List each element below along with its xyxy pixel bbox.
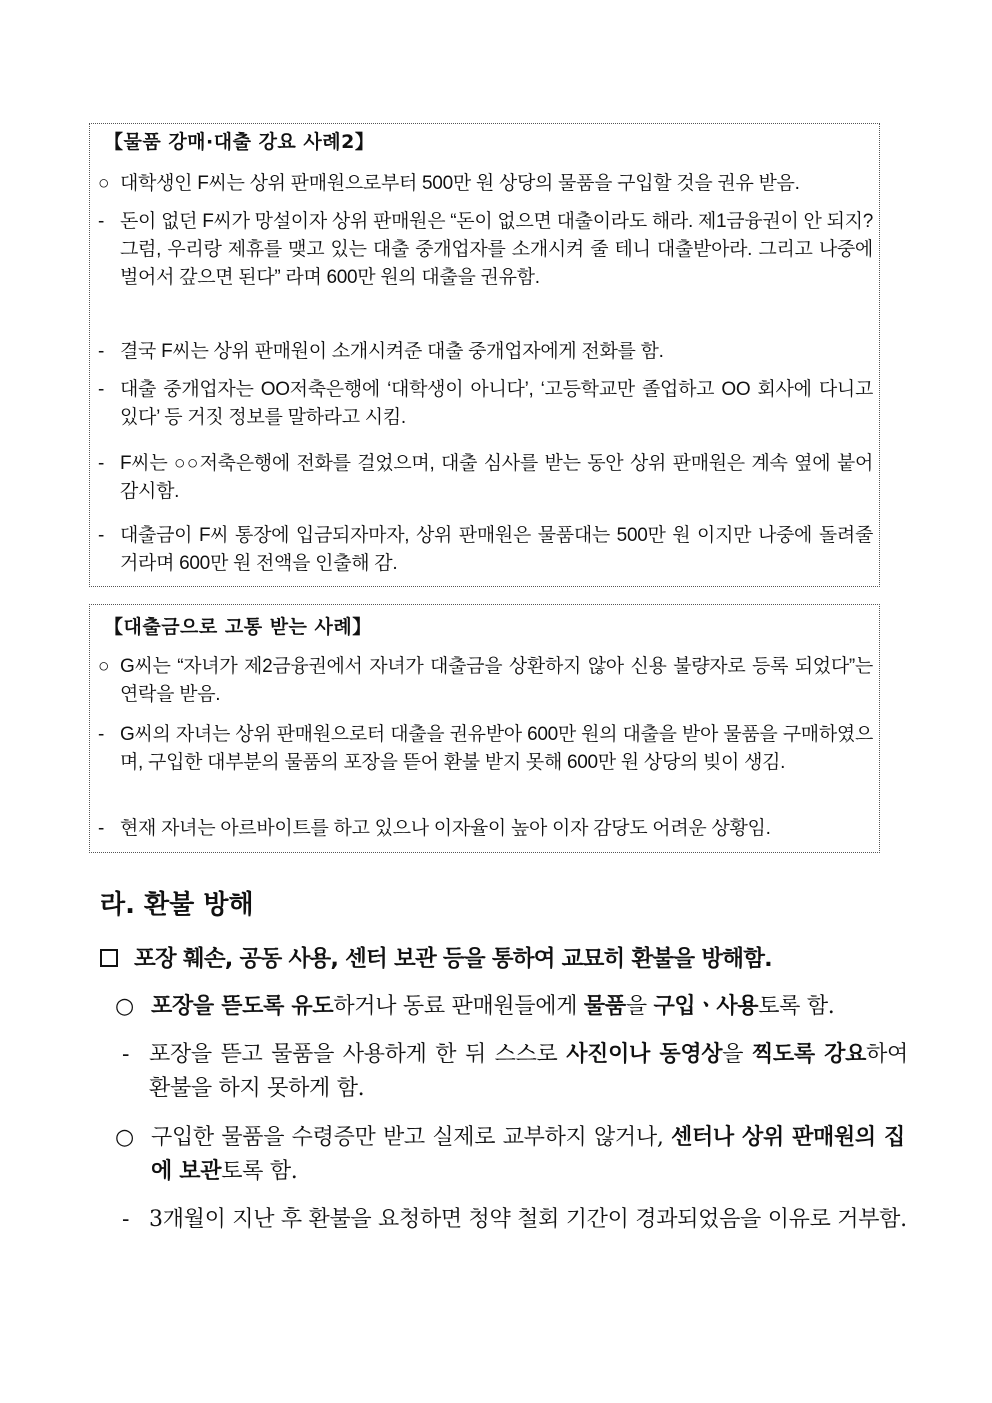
case-item (98, 721, 873, 777)
circle-bullet: ○ (98, 173, 110, 194)
dash-bullet: - (98, 525, 105, 546)
dash-item (122, 1203, 908, 1237)
case-title: 【물품 강매·대출 강요 사례2】 (104, 131, 375, 153)
case-item-text: 결국 F씨는 상위 판매원이 소개시켜준 대출 중개업자에게 전화를 함. (120, 341, 664, 362)
bullet-item (115, 990, 905, 1024)
case-box-sales-loan (89, 123, 880, 587)
case-item (98, 450, 873, 506)
case-item-text: 돈이 없던 F씨가 망설이자 상위 판매원은 “돈이 없으면 대출이라도 해라. 제1금융권이 안 되지? 그럼, 우리랑 제휴를 맺고 있는 대출 중개업자를 소개시켜 줄 테니 대출받아라. 그리고 나중에 벌어서 갚으면 된다” 라며 600만 원의 대출을 권유함. (120, 211, 873, 288)
summary-text: 포장 훼손, 공동 사용, 센터 보관 등을 통하여 교묘히 환불을 방해함. (134, 946, 772, 972)
case-item (98, 208, 873, 292)
case-item-text: G씨는 “자녀가 제2금융권에서 자녀가 대출금을 상환하지 않아 신용 불량자로 등록 되었다”는 연락을 받음. (120, 656, 873, 705)
section-title: 라. 환불 방해 (100, 890, 254, 920)
case-item-text: F씨는 ○○저축은행에 전화를 걸었으며, 대출 심사를 받는 동안 상위 판매원은 계속 옆에 붙어 감시함. (120, 453, 873, 502)
case-item (98, 815, 873, 843)
case-item (98, 653, 873, 709)
square-checkbox-icon (100, 949, 118, 967)
dash-bullet: - (98, 724, 105, 745)
section-summary (100, 942, 890, 976)
case-box-loan-suffering (89, 604, 880, 853)
circle-bullet: ○ (115, 1125, 134, 1150)
bullet-text: 포장을 뜯도록 유도하거나 동료 판매원들에게 물품을 구입ㆍ사용토록 함. (151, 994, 835, 1019)
circle-bullet: ○ (115, 994, 134, 1019)
dash-bullet: - (98, 341, 105, 362)
bullet-item (115, 1121, 905, 1189)
case-item-text: G씨의 자녀는 상위 판매원으로터 대출을 권유받아 600만 원의 대출을 받아 물품을 구매하였으며, 구입한 대부분의 물품의 포장을 뜯어 환불 받지 못해 600만 원 상당의 빚이 생김. (120, 724, 873, 773)
dash-text: 3개월이 지난 후 환불을 요청하면 청약 철회 기간이 경과되었음을 이유로 거부함. (149, 1207, 907, 1232)
dash-text: 포장을 뜯고 물품을 사용하게 한 뒤 스스로 사진이나 동영상을 찍도록 강요하여 환불을 하지 못하게 함. (149, 1042, 908, 1101)
dash-bullet: - (122, 1207, 130, 1232)
dash-bullet: - (98, 379, 105, 400)
dash-bullet: - (122, 1042, 130, 1067)
dash-bullet: - (98, 211, 105, 232)
dash-bullet: - (98, 453, 105, 474)
case-item-text: 대학생인 F씨는 상위 판매원으로부터 500만 원 상당의 물품을 구입할 것을 권유 받음. (120, 173, 800, 194)
case-item (98, 522, 873, 578)
case-item (98, 338, 873, 366)
circle-bullet: ○ (98, 656, 110, 677)
case-item (98, 376, 873, 432)
dash-item (122, 1038, 908, 1106)
bullet-text: 구입한 물품을 수령증만 받고 실제로 교부하지 않거나, 센터나 상위 판매원의 집에 보관토록 함. (151, 1125, 905, 1184)
case-item (98, 170, 873, 198)
case-item-text: 현재 자녀는 아르바이트를 하고 있으나 이자율이 높아 이자 감당도 어려운 상황임. (120, 818, 771, 839)
case-item-text: 대출금이 F씨 통장에 입금되자마자, 상위 판매원은 물품대는 500만 원 이지만 나중에 돌려줄 거라며 600만 원 전액을 인출해 감. (120, 525, 873, 574)
case-item-text: 대출 중개업자는 OO저축은행에 ‘대학생이 아니다’, ‘고등학교만 졸업하고 OO 회사에 다니고 있다’ 등 거짓 정보를 말하라고 시킴. (120, 379, 873, 428)
case-title: 【대출금으로 고통 받는 사례】 (104, 616, 372, 638)
dash-bullet: - (98, 818, 105, 839)
